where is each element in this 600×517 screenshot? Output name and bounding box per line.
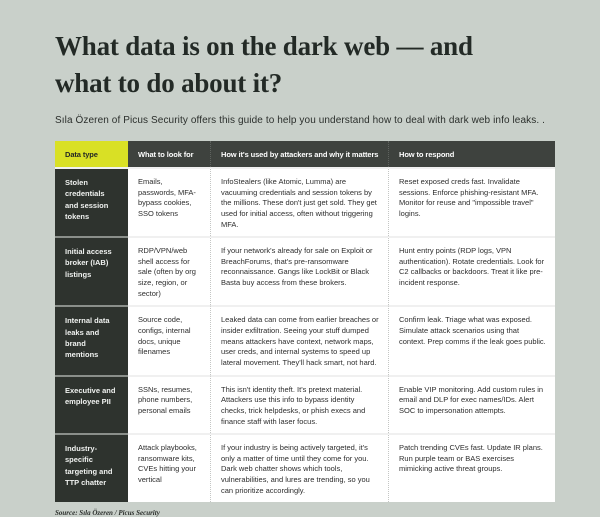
cell-how-its-used: If your network's already for sale on Exploit or BreachForums, that's pre-ransomware reconnaissance. Gangs like LockBit or Black Basta buy access from these brokers. bbox=[210, 236, 388, 305]
cell-how-to-respond: Patch trending CVEs fast. Update IR plans. Run purple team or BAS exercises mimicking active threat groups. bbox=[388, 433, 555, 502]
table-header-row bbox=[55, 141, 555, 167]
table-row bbox=[55, 433, 555, 502]
page-title bbox=[55, 28, 555, 102]
column-header-data-type: Data type bbox=[55, 141, 128, 167]
column-header-what-to-look-for: What to look for bbox=[128, 141, 210, 167]
table-row bbox=[55, 375, 555, 434]
table-row bbox=[55, 167, 555, 236]
cell-what-to-look-for: Emails, passwords, MFA-bypass cookies, SSO tokens bbox=[128, 167, 210, 236]
page-title-line1: What data is on the dark web — and bbox=[55, 31, 473, 61]
table-row bbox=[55, 236, 555, 305]
source-note: Source: Sıla Özeren / Picus Security bbox=[55, 509, 160, 517]
column-header-how-to-respond: How to respond bbox=[388, 141, 555, 167]
page-title-line2: what to do about it? bbox=[55, 68, 283, 98]
cell-data-type: Industry-specific targeting and TTP chatter bbox=[55, 433, 128, 502]
cell-how-to-respond: Enable VIP monitoring. Add custom rules in email and DLP for exec names/IDs. Alert SOC to impersonation attempts. bbox=[388, 375, 555, 434]
cell-data-type: Initial access broker (IAB) listings bbox=[55, 236, 128, 305]
cell-how-its-used: InfoStealers (like Atomic, Lumma) are vacuuming credentials and session tokens by the millions. These don't just get sold. They get used for initial access, often without triggering MFA. bbox=[210, 167, 388, 236]
cell-how-to-respond: Confirm leak. Triage what was exposed. Simulate attack scenarios using that context. Prep comms if the leak goes public. bbox=[388, 305, 555, 374]
cell-how-its-used: This isn't identity theft. It's pretext material. Attackers use this info to bypass identity checks, trick helpdesks, or phish execs and finance staff with laser focus. bbox=[210, 375, 388, 434]
cell-how-to-respond: Reset exposed creds fast. Invalidate sessions. Enforce phishing-resistant MFA. Monitor for reuse and "impossible travel" logins. bbox=[388, 167, 555, 236]
cell-how-its-used: If your industry is being actively targeted, it's only a matter of time until they come for you. Dark web chatter shows which tools, vulnerabilities, and lures are trending, so you can prioritize accordingly. bbox=[210, 433, 388, 502]
cell-what-to-look-for: SSNs, resumes, phone numbers, personal emails bbox=[128, 375, 210, 434]
column-header-how-its-used: How it's used by attackers and why it matters bbox=[210, 141, 388, 167]
cell-data-type: Executive and employee PII bbox=[55, 375, 128, 434]
page-subtitle: Sıla Özeren of Picus Security offers this guide to help you understand how to deal with dark web info leaks. . bbox=[55, 115, 545, 126]
table-body bbox=[55, 167, 555, 502]
cell-data-type: Internal data leaks and brand mentions bbox=[55, 305, 128, 374]
cell-what-to-look-for: RDP/VPN/web shell access for sale (often by org size, region, or sector) bbox=[128, 236, 210, 305]
cell-data-type: Stolen credentials and session tokens bbox=[55, 167, 128, 236]
table-row bbox=[55, 305, 555, 374]
cell-how-its-used: Leaked data can come from earlier breaches or insider exfiltration. Seeing your stuff dumped means attackers have context, network maps, user creds, and internal systems to speed up lateral movement. They'll hack smart, not hard. bbox=[210, 305, 388, 374]
cell-what-to-look-for: Source code, configs, internal docs, unique filenames bbox=[128, 305, 210, 374]
data-table bbox=[55, 141, 555, 502]
cell-what-to-look-for: Attack playbooks, ransomware kits, CVEs hitting your vertical bbox=[128, 433, 210, 502]
cell-how-to-respond: Hunt entry points (RDP logs, VPN authentication). Rotate credentials. Look for C2 callbacks or backdoors. Treat it like pre-incident response. bbox=[388, 236, 555, 305]
